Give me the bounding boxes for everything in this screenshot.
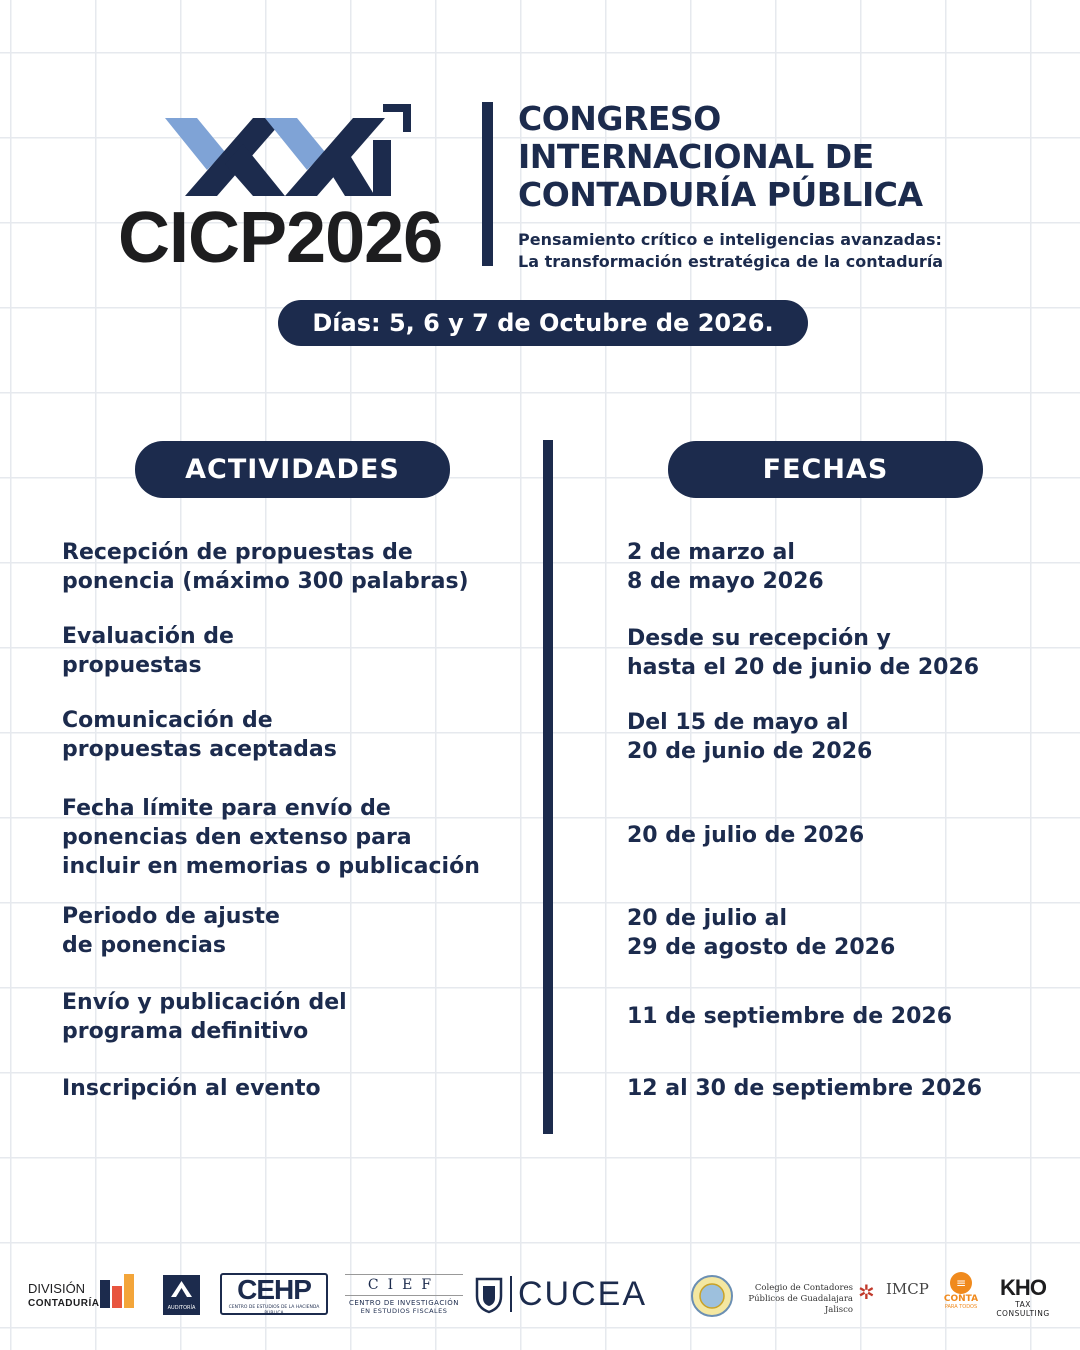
imcp-logo: IMCP: [886, 1280, 929, 1298]
date-cell: 20 de julio al 29 de agosto de 2026: [627, 906, 896, 960]
colegio-contadores-logo: Colegio de Contadores Públicos de Guadalajara Jalisco: [748, 1283, 853, 1315]
colegio-seal-icon: [690, 1274, 734, 1318]
congress-subtitle: [518, 229, 943, 273]
title-line: INTERNACIONAL DE: [518, 137, 874, 176]
udg-shield-icon: [474, 1276, 504, 1314]
conta-icon: ≡: [950, 1272, 972, 1294]
dates-header: FECHAS: [668, 441, 983, 498]
cucea-separator: [510, 1276, 512, 1312]
division-contaduria-logo: DIVISIÓN CONTADURÍA: [28, 1281, 100, 1309]
cief-logo: CIEF CENTRO DE INVESTIGACIÓN EN ESTUDIOS FISCALES: [345, 1274, 463, 1315]
auditoria-logo: AUDITORÍA: [163, 1275, 200, 1315]
kho-tax-logo: KHO TAX CONSULTING: [996, 1275, 1050, 1318]
event-days-badge: Días: 5, 6 y 7 de Octubre de 2026.: [278, 300, 808, 346]
activity-cell: Periodo de ajuste de ponencias: [62, 904, 280, 958]
column-divider: [543, 440, 553, 1134]
date-cell: 11 de septiembre de 2026: [627, 1004, 953, 1029]
congress-title: [518, 100, 922, 214]
title-line: CONGRESO: [518, 99, 721, 138]
subtitle-line: Pensamiento crítico e inteligencias avanzadas:: [518, 230, 942, 249]
cehp-logo: CEHP CENTRO DE ESTUDIOS DE LA HACIENDA PÚBLICA: [220, 1273, 328, 1315]
header-divider: [482, 102, 493, 266]
xxi-logo-icon: [165, 100, 415, 200]
date-cell: 12 al 30 de septiembre 2026: [627, 1076, 982, 1101]
sponsor-logos: [0, 1262, 1080, 1322]
date-cell: 20 de julio de 2026: [627, 823, 865, 848]
activity-cell: Comunicación de propuestas aceptadas: [62, 708, 337, 762]
division-arrow-icon: [100, 1272, 134, 1308]
activity-cell: Fecha límite para envío de ponencias den extenso para incluir en memorias o publicación: [62, 796, 480, 879]
imcp-star-icon: ✲: [858, 1280, 875, 1304]
date-cell: Desde su recepción y hasta el 20 de junio de 2026: [627, 626, 980, 680]
activity-cell: Envío y publicación del programa definitivo: [62, 990, 347, 1044]
building-icon: [163, 1275, 200, 1303]
cicp-logo-text: CICP2026: [118, 198, 443, 278]
conta-para-todos-logo: ≡ CONTA PARA TODOS: [940, 1272, 982, 1311]
title-line: CONTADURÍA PÚBLICA: [518, 175, 923, 214]
activity-cell: Recepción de propuestas de ponencia (máximo 300 palabras): [62, 540, 469, 594]
date-cell: Del 15 de mayo al 20 de junio de 2026: [627, 710, 873, 764]
activities-header: ACTIVIDADES: [135, 441, 450, 498]
cucea-logo: CUCEA: [518, 1275, 648, 1313]
subtitle-line: La transformación estratégica de la contaduría: [518, 252, 944, 271]
activity-cell: Evaluación de propuestas: [62, 624, 234, 678]
date-cell: 2 de marzo al 8 de mayo 2026: [627, 540, 824, 594]
activity-cell: Inscripción al evento: [62, 1076, 321, 1101]
